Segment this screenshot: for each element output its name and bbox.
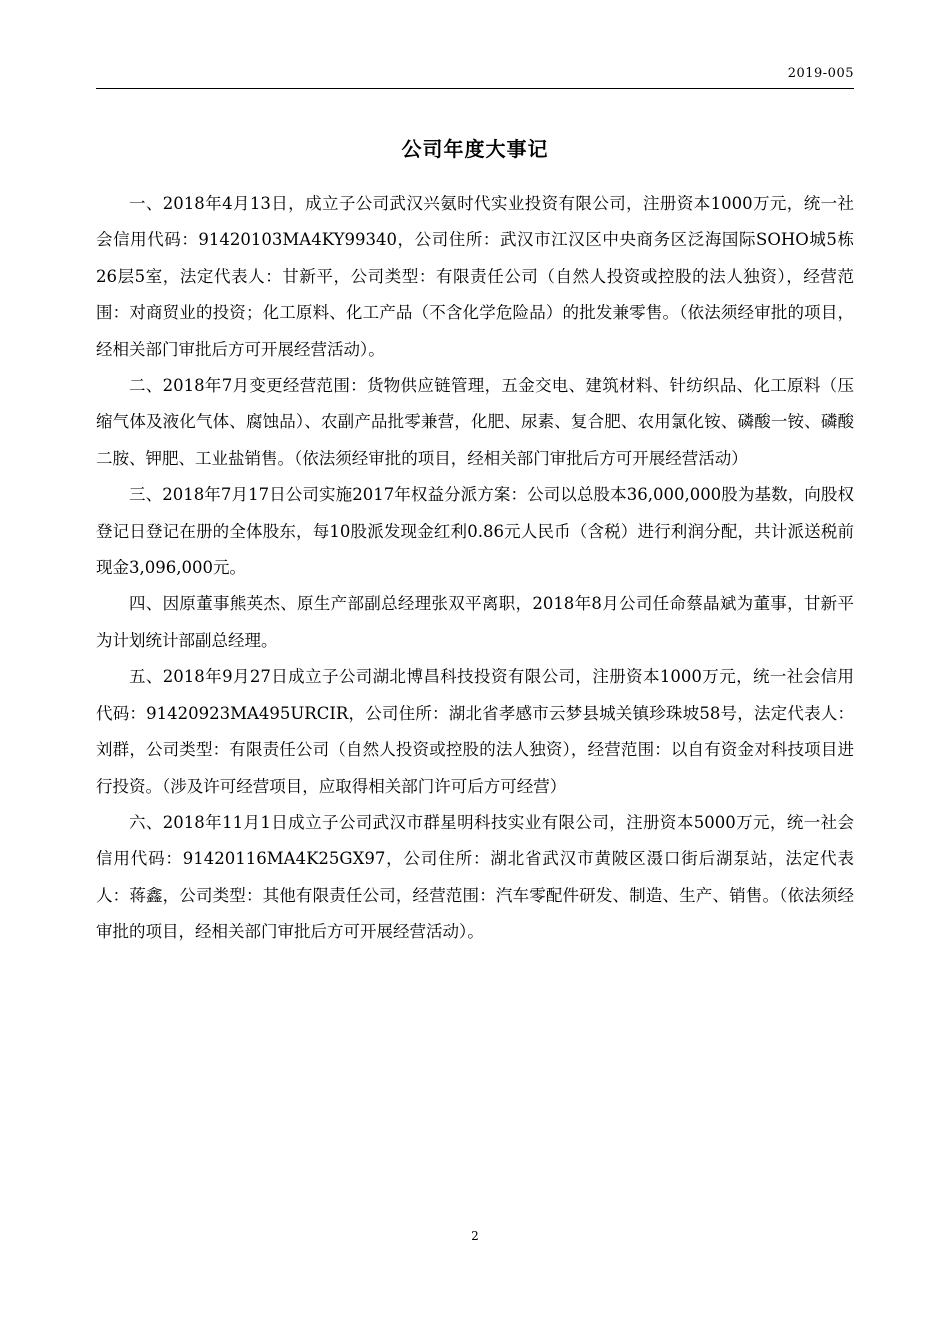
page-number: 2 xyxy=(471,1229,479,1243)
paragraph-event-1: 一、2018年4月13日，成立子公司武汉兴氨时代实业投资有限公司，注册资本1000万元，统一社会信用代码：91420103MA4KY99340，公司住所：武汉市江汉区中央商务区泛海国际SOHO城5栋26层5室，法定代表人：甘新平，公司类型：有限责任公司（自然人投资或控股的法人独资），经营范围：对商贸业的投资；化工原料、化工产品（不含化学危险品）的批发兼零售。（依法须经审批的项目，经相关部门审批后方可开展经营活动）。 xyxy=(96,194,854,359)
paragraph-event-5: 五、2018年9月27日成立子公司湖北博昌科技投资有限公司，注册资本1000万元，统一社会信用代码：91420923MA495URCIR，公司住所：湖北省孝感市云梦县城关镇珍珠坡58号，法定代表人：刘群，公司类型：有限责任公司（自然人投资或控股的法人独资），经营范围：以自有资金对科技项目进行投资。（涉及许可经营项目，应取得相关部门许可后方可经营） xyxy=(96,667,854,796)
document-code: 2019-005 xyxy=(787,66,854,81)
paragraph-event-2: 二、2018年7月变更经营范围：货物供应链管理，五金交电、建筑材料、针纺织品、化工原料（压缩气体及液化气体、腐蚀品）、农副产品批零兼营，化肥、尿素、复合肥、农用氯化铵、磷酸一铵、磷酸二胺、钾肥、工业盐销售。（依法须经审批的项目，经相关部门审批后方可开展经营活动） xyxy=(96,376,854,468)
paragraph-event-3: 三、2018年7月17日公司实施2017年权益分派方案：公司以总股本36,000,000股为基数，向股权登记日登记在册的全体股东，每10股派发现金红利0.86元人民币（含税）进行利润分配，共计派送税前现金3,096,000元。 xyxy=(96,485,854,578)
paragraph-event-6: 六、2018年11月1日成立子公司武汉市群星明科技实业有限公司，注册资本5000万元，统一社会信用代码：91420116MA4K25GX97，公司住所：湖北省武汉市黄陂区滠口街后湖泵站，法定代表人：蒋鑫，公司类型：其他有限责任公司，经营范围：汽车零配件研发、制造、生产、销售。（依法须经审批的项目，经相关部门审批后方可开展经营活动）。 xyxy=(96,812,854,942)
document-body xyxy=(96,186,854,951)
header-divider xyxy=(96,88,854,89)
page-title: 公司年度大事记 xyxy=(401,137,549,161)
paragraph-event-4: 四、因原董事熊英杰、原生产部副总经理张双平离职，2018年8月公司任命蔡晶斌为董事，甘新平为计划统计部副总经理。 xyxy=(96,594,854,650)
